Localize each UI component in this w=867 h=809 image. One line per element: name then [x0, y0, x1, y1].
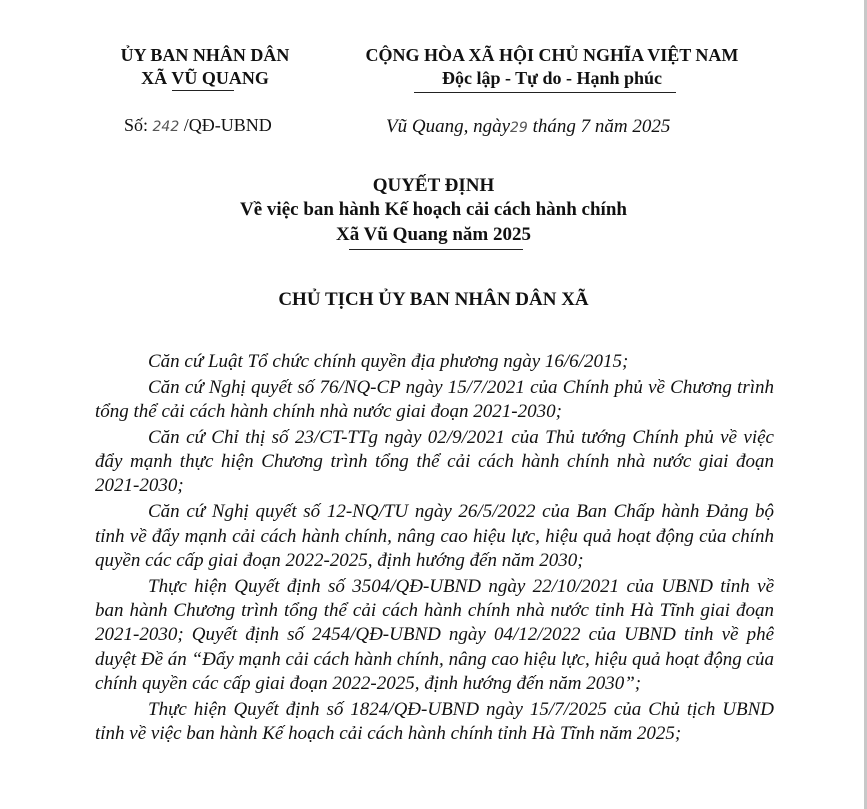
basis-paragraph: Căn cứ Chỉ thị số 23/CT-TTg ngày 02/9/2021 của Thủ tướng Chính phủ về việc đẩy mạnh thực hiện Chương trình tổng thể cải cách hành chính nhà nước giai đoạn 2021-2030; — [95, 426, 774, 497]
basis-paragraph: Thực hiện Quyết định số 1824/QĐ-UBND ngày 15/7/2025 của Chủ tịch UBND tỉnh về việc ban hành Kế hoạch cải cách hành chính tỉnh Hà Tĩnh năm 2025; — [95, 698, 774, 744]
national-motto — [330, 44, 774, 90]
title-underline — [349, 249, 523, 250]
authority-underline — [172, 90, 234, 91]
basis-paragraph: Thực hiện Quyết định số 3504/QĐ-UBND ngày 22/10/2021 của UBND tỉnh về ban hành Chương trình tổng thể cải cách hành chính nhà nước tỉnh Hà Tĩnh giai đoạn 2021-2030; Quyết định số 2454/QĐ-UBND ngày 04/12/2022 của UBND tỉnh về phê duyệt Đề án “Đẩy mạnh cải cách hành chính, nâng cao hiệu lực, hiệu quả hoạt động của chính quyền các cấp giai đoạn 2022-2025, định hướng đến năm 2030”; — [95, 575, 774, 694]
document-number — [124, 115, 272, 136]
date-day: 29 — [510, 120, 528, 136]
issuing-authority — [95, 44, 315, 90]
country-name: CỘNG HÒA XÃ HỘI CHỦ NGHĨA VIỆT NAM — [365, 45, 739, 65]
so-suffix: /QĐ-UBND — [183, 115, 272, 135]
date-prefix: Vũ Quang, ngày — [386, 116, 511, 137]
basis-paragraph: Căn cứ Nghị quyết số 12-NQ/TU ngày 26/5/2022 của Ban Chấp hành Đảng bộ tỉnh về đẩy mạnh cải cách hành chính, nâng cao hiệu lực, hiệu quả hoạt động của chính quyền các cấp giai đoạn 2022-2025, định hướng đến năm 2030; — [95, 501, 774, 571]
authority-line-1: ỦY BAN NHÂN DÂN — [120, 45, 290, 65]
authority-heading: CHỦ TỊCH ỦY BAN NHÂN DÂN XÃ — [278, 289, 589, 310]
so-number: 242 — [152, 119, 180, 135]
motto-underline — [414, 92, 676, 93]
decision-subject-line-1: Về việc ban hành Kế hoạch cải cách hành chính — [240, 199, 627, 220]
decision-title: QUYẾT ĐỊNH — [372, 175, 495, 196]
decision-subject-line-2: Xã Vũ Quang năm 2025 — [336, 224, 531, 245]
so-label: Số: — [124, 115, 149, 135]
document-date — [386, 116, 670, 138]
authority-line-2: XÃ VŨ QUANG — [141, 68, 269, 88]
basis-paragraph: Căn cứ Nghị quyết số 76/NQ-CP ngày 15/7/2021 của Chính phủ về Chương trình tổng thể cải cách hành chính nhà nước giai đoạn 2021-2030; — [95, 376, 774, 423]
motto: Độc lập - Tự do - Hạnh phúc — [441, 68, 663, 88]
date-month-year: tháng 7 năm 2025 — [532, 116, 671, 137]
legal-basis — [95, 350, 774, 748]
basis-paragraph: Căn cứ Luật Tổ chức chính quyền địa phương ngày 16/6/2015; — [148, 351, 629, 372]
